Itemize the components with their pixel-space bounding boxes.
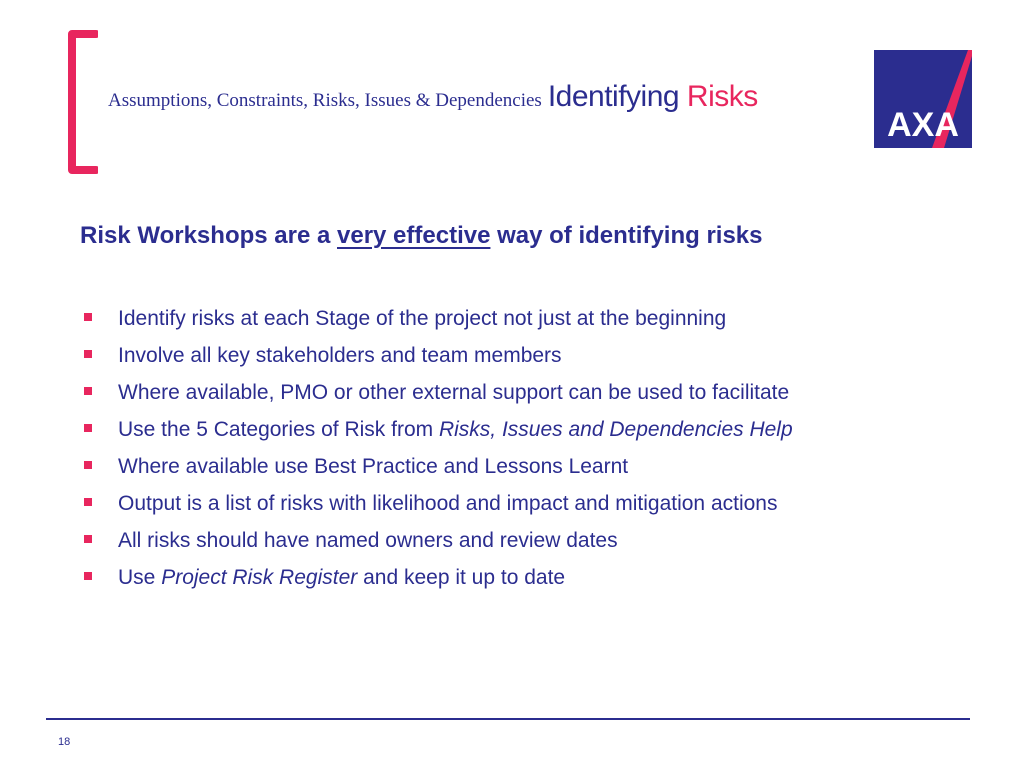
bullet-text: Output is a list of risks with likelihood and impact and mitigation actions <box>118 492 778 515</box>
slide-title-part1: Identifying <box>547 80 687 113</box>
heading-emphasis: very effective <box>337 222 491 249</box>
footer-divider <box>46 718 970 720</box>
bullet-text-post: and keep it up to date <box>357 566 566 589</box>
bullet-text-pre: Use the 5 Categories of Risk from <box>118 418 439 441</box>
heading-pre: Risk Workshops are a <box>80 222 337 249</box>
heading-post: way of identifying risks <box>490 222 763 249</box>
bullet-square-icon <box>84 313 92 321</box>
slide-title <box>548 80 758 113</box>
bullet-text: Identify risks at each Stage of the project not just at the beginning <box>118 307 727 330</box>
axa-logo-text: AXA <box>887 106 959 144</box>
bullet-item <box>80 559 793 596</box>
bullet-text: Where available use Best Practice and Lessons Learnt <box>118 455 629 478</box>
bullet-item <box>80 522 793 559</box>
bullet-square-icon <box>84 424 92 432</box>
bullet-text-pre: Use <box>118 566 162 589</box>
slide-heading <box>80 222 763 250</box>
header-subtitle: Assumptions, Constraints, Risks, Issues & Dependencies <box>108 90 542 111</box>
bullet-square-icon <box>84 387 92 395</box>
bullet-square-icon <box>84 498 92 506</box>
bullet-text: Involve all key stakeholders and team members <box>118 344 562 367</box>
bullet-square-icon <box>84 461 92 469</box>
bullet-list <box>80 300 793 596</box>
bullet-item <box>80 485 793 522</box>
bullet-item <box>80 300 793 337</box>
axa-logo-icon <box>874 50 972 148</box>
bullet-text: Where available, PMO or other external support can be used to facilitate <box>118 381 790 404</box>
slide-header <box>108 80 758 114</box>
bullet-item <box>80 448 793 485</box>
bullet-item <box>80 411 793 448</box>
bullet-text-italic: Project Risk Register <box>161 566 358 589</box>
bullet-square-icon <box>84 572 92 580</box>
slide-title-part2: Risks <box>686 80 758 113</box>
bullet-square-icon <box>84 350 92 358</box>
bullet-item <box>80 337 793 374</box>
bullet-square-icon <box>84 535 92 543</box>
bullet-text: All risks should have named owners and review dates <box>118 529 618 552</box>
bullet-item <box>80 374 793 411</box>
bullet-text-italic: Risks, Issues and Dependencies Help <box>438 418 793 441</box>
page-number: 18 <box>58 736 71 748</box>
bracket-decoration <box>58 30 98 174</box>
